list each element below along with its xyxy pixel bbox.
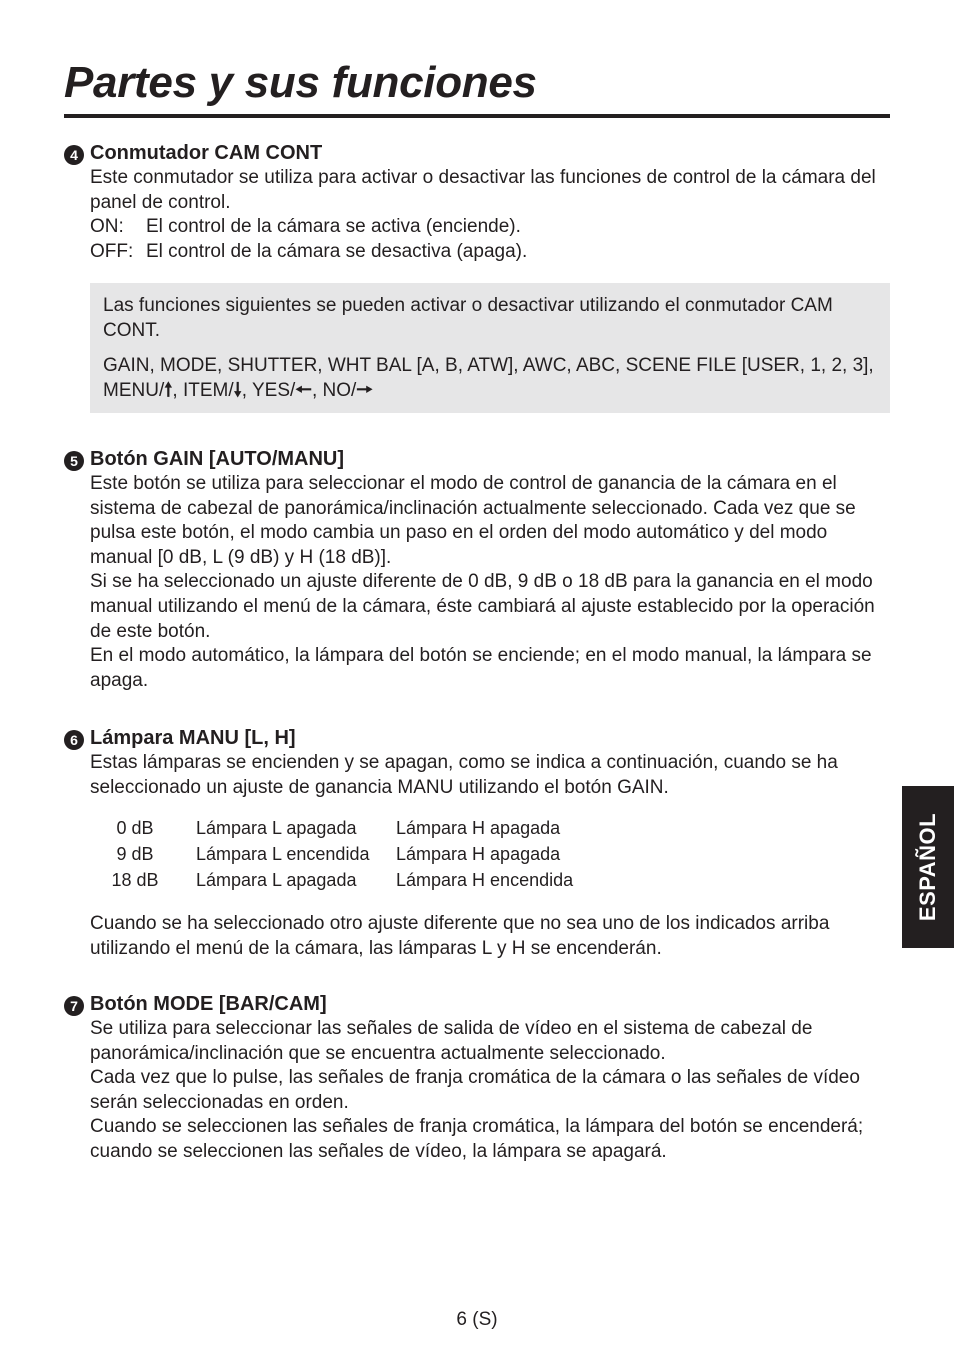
on-text: El control de la cámara se activa (enciende). <box>146 216 521 238</box>
lamp-h-cell: Lámpara H encendida <box>396 870 574 891</box>
lamp-table <box>90 815 890 893</box>
arrow-left-icon: 🠔 <box>295 380 312 402</box>
on-row <box>90 215 890 240</box>
arrow-down-icon: 🠗 <box>233 380 242 402</box>
paragraph: Se utiliza para seleccionar las señales de salida de vídeo en el sistema de cabezal de panorámica/inclinación que se encuentra actualmente seleccionado. <box>90 1018 813 1064</box>
language-tab-label: ESPAÑOL <box>915 812 940 922</box>
lamp-l-cell: Lámpara L encendida <box>196 844 370 865</box>
arrow-right-icon: 🠖 <box>356 380 373 402</box>
note-text: GAIN, MODE, SHUTTER, WHT BAL [A, B, ATW], AWC, ABC, SCENE FILE [USER, 1, 2, 3], MENU/ <box>103 355 874 402</box>
section-heading <box>64 991 890 1017</box>
paragraph: Este botón se utiliza para seleccionar el modo de control de ganancia de la cámara en el sistema de cabezal de panorámica/inclinación actualmente seleccionado. Cada vez que se pulsa este botón, el modo cambia un paso en el orden del modo automático y del modo manual [0 dB, L (9 dB) y H (18 dB)]. <box>90 473 856 568</box>
section-manu-lamp <box>64 725 890 961</box>
section-heading <box>64 725 890 751</box>
number-badge: 5 <box>64 451 84 471</box>
section-heading <box>64 446 890 472</box>
heading-text: Conmutador CAM CONT <box>90 142 323 164</box>
off-key: OFF: <box>90 240 134 262</box>
language-tab <box>902 786 954 948</box>
lamp-l-cell: Lámpara L apagada <box>196 818 357 839</box>
lamp-l-cell: Lámpara L apagada <box>196 870 357 891</box>
paragraph: Si se ha seleccionado un ajuste diferente de 0 dB, 9 dB o 18 dB para la ganancia en el modo manual utilizando el menú de la cámara, éste cambiará al ajuste establecido por la operación de este botón. <box>90 571 875 642</box>
gain-cell: 18 dB <box>111 870 159 891</box>
gain-cell: 0 dB <box>116 818 154 839</box>
table-row <box>90 841 890 867</box>
note-text: , NO/ <box>311 380 357 402</box>
gain-cell: 9 dB <box>116 844 154 865</box>
heading-text: Lámpara MANU [L, H] <box>90 727 296 749</box>
section-cam-cont <box>64 140 890 413</box>
arrow-up-icon: 🠕 <box>164 380 173 402</box>
note-text: , YES/ <box>241 380 296 402</box>
lamp-h-cell: Lámpara H apagada <box>396 844 561 865</box>
table-row <box>90 867 890 893</box>
title-rule <box>64 114 890 118</box>
heading-text: Botón GAIN [AUTO/MANU] <box>90 448 345 470</box>
paragraph: Este conmutador se utiliza para activar o desactivar las funciones de control de la cámara del panel de control. <box>90 167 876 213</box>
on-key: ON: <box>90 216 124 238</box>
number-badge: 7 <box>64 996 84 1016</box>
number-badge: 4 <box>64 145 84 165</box>
paragraph: Cada vez que lo pulse, las señales de franja cromática de la cámara o las señales de vídeo serán seleccionadas en orden. <box>90 1067 860 1113</box>
number-badge: 6 <box>64 730 84 750</box>
paragraph: En el modo automático, la lámpara del botón se enciende; en el modo manual, la lámpara se apaga. <box>90 645 872 691</box>
note-text: , ITEM/ <box>172 380 234 402</box>
section-heading <box>64 140 890 166</box>
heading-text: Botón MODE [BAR/CAM] <box>90 993 327 1015</box>
page-title: Partes y sus funciones <box>64 58 537 107</box>
paragraph: Cuando se seleccionen las señales de franja cromática, la lámpara del botón se encenderá; cuando se seleccionen las señales de vídeo, la lámpara se apagará. <box>90 1116 864 1162</box>
off-row <box>90 240 890 265</box>
paragraph: Estas lámparas se encienden y se apagan, como se indica a continuación, cuando se ha seleccionado un ajuste de ganancia MANU utilizando el botón GAIN. <box>90 752 838 798</box>
table-row <box>90 815 890 841</box>
note-function-list <box>103 353 877 403</box>
note-box <box>90 283 890 413</box>
paragraph: Cuando se ha seleccionado otro ajuste diferente que no sea uno de los indicados arriba utilizando el menú de la cámara, las lámparas L y H se encenderán. <box>90 913 830 959</box>
page-number: 6 (S) <box>456 1309 498 1330</box>
lamp-h-cell: Lámpara H apagada <box>396 818 561 839</box>
note-paragraph: Las funciones siguientes se pueden activar o desactivar utilizando el conmutador CAM CONT. <box>103 295 833 342</box>
section-gain-button <box>64 446 890 693</box>
section-mode-button <box>64 991 890 1165</box>
off-text: El control de la cámara se desactiva (apaga). <box>146 240 528 262</box>
